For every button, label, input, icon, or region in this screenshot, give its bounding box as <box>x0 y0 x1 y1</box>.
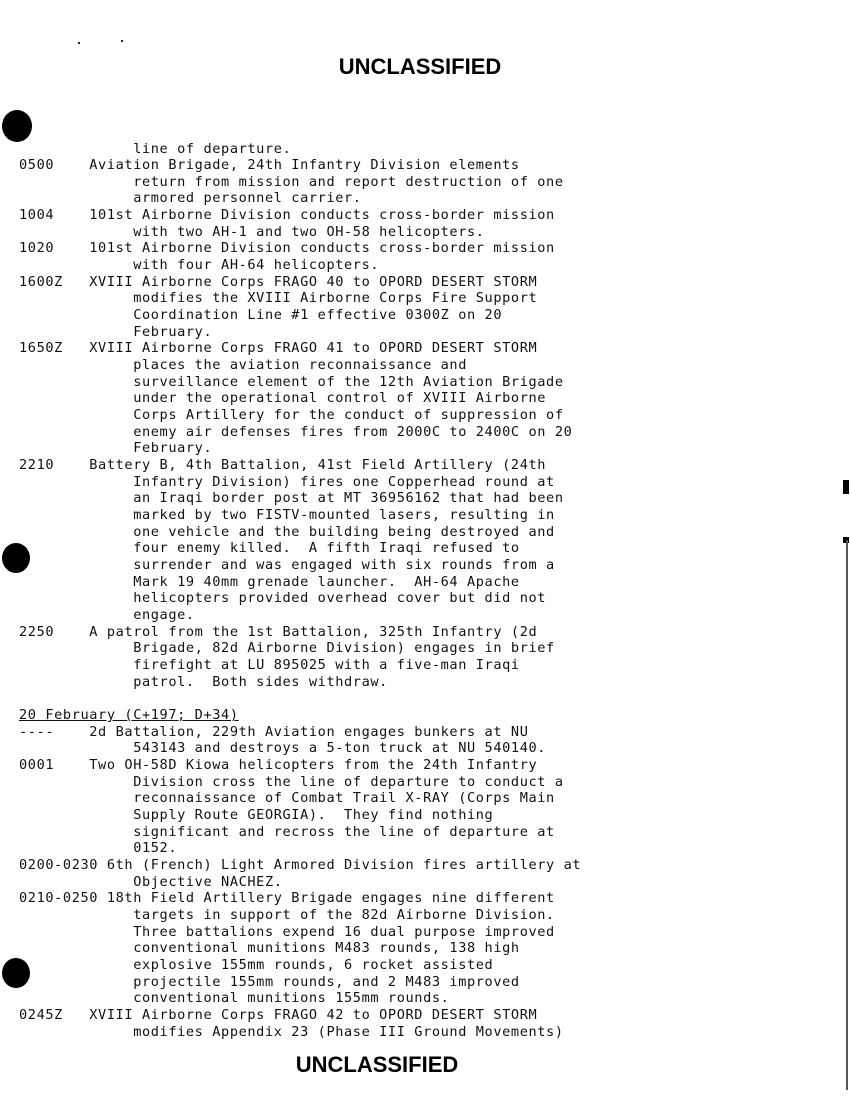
text-line: Infantry Division) fires one Copperhead round at <box>19 474 555 490</box>
punch-hole <box>2 110 32 142</box>
text-line: 1600Z XVIII Airborne Corps FRAGO 40 to OPORD DESERT STORM <box>19 274 538 290</box>
text-line: significant and recross the line of departure at <box>19 824 555 840</box>
text-line: 1020 101st Airborne Division conducts cross-border mission <box>19 240 555 256</box>
text-line: 1650Z XVIII Airborne Corps FRAGO 41 to OPORD DESERT STORM <box>19 340 538 356</box>
text-line: February. <box>19 324 213 340</box>
margin-mark <box>843 480 849 494</box>
scan-speck <box>121 40 123 42</box>
text-line: 0500 Aviation Brigade, 24th Infantry Division elements <box>19 157 520 173</box>
text-line: firefight at LU 895025 with a five-man Iraqi <box>19 657 520 673</box>
scan-speck <box>78 42 80 44</box>
text-line: places the aviation reconnaissance and <box>19 357 467 373</box>
text-line: return from mission and report destruction of one <box>19 174 564 190</box>
text-line: ---- 2d Battalion, 229th Aviation engages bunkers at NU <box>19 724 529 740</box>
text-line: Coordination Line #1 effective 0300Z on 20 <box>19 307 503 323</box>
date-heading: 20 February (C+197; D+34) <box>19 707 239 723</box>
text-line: an Iraqi border post at MT 36956162 that had been <box>19 490 564 506</box>
text-line: surrender and was engaged with six rounds from a <box>19 557 555 573</box>
text-line: targets in support of the 82d Airborne Division. <box>19 907 555 923</box>
text-line: Three battalions expend 16 dual purpose improved <box>19 924 555 940</box>
text-line: Brigade, 82d Airborne Division) engages in brief <box>19 640 555 656</box>
text-line: 0001 Two OH-58D Kiowa helicopters from the 24th Infantry <box>19 757 538 773</box>
text-line: with two AH-1 and two OH-58 helicopters. <box>19 224 485 240</box>
text-line: line of departure. <box>19 141 292 157</box>
text-line: 2210 Battery B, 4th Battalion, 41st Field Artillery (24th <box>19 457 547 473</box>
text-line: Mark 19 40mm grenade launcher. AH-64 Apache <box>19 574 520 590</box>
text-line: Division cross the line of departure to conduct a <box>19 774 564 790</box>
text-line: projectile 155mm rounds, and 2 M483 improved <box>19 974 520 990</box>
text-line: under the operational control of XVIII Airborne <box>19 390 547 406</box>
text-line: with four AH-64 helicopters. <box>19 257 380 273</box>
text-line: modifies the XVIII Airborne Corps Fire Support <box>19 290 538 306</box>
text-line: one vehicle and the building being destroyed and <box>19 524 555 540</box>
text-line: modifies Appendix 23 (Phase III Ground Movements) <box>19 1024 564 1040</box>
text-line: Corps Artillery for the conduct of suppression of <box>19 407 564 423</box>
text-line: Supply Route GEORGIA). They find nothing <box>19 807 494 823</box>
text-line: conventional munitions 155mm rounds. <box>19 990 450 1006</box>
text-line: February. <box>19 440 213 456</box>
text-line: helicopters provided overhead cover but did not <box>19 590 547 606</box>
text-line: conventional munitions M483 rounds, 138 high <box>19 940 520 956</box>
text-line: 0245Z XVIII Airborne Corps FRAGO 42 to OPORD DESERT STORM <box>19 1007 538 1023</box>
text-line: 543143 and destroys a 5-ton truck at NU 540140. <box>19 740 547 756</box>
text-line: reconnaissance of Combat Trail X-RAY (Corps Main <box>19 790 555 806</box>
text-line: engage. <box>19 607 195 623</box>
text-line: 0200-0230 6th (French) Light Armored Division fires artillery at <box>19 857 582 873</box>
page-edge <box>846 540 848 1090</box>
text-line: explosive 155mm rounds, 6 rocket assisted <box>19 957 494 973</box>
text-line: 2250 A patrol from the 1st Battalion, 325th Infantry (2d <box>19 624 538 640</box>
text-line: marked by two FISTV-mounted lasers, resulting in <box>19 507 555 523</box>
text-line: Objective NACHEZ. <box>19 874 283 890</box>
text-line: enemy air defenses fires from 2000C to 2400C on 20 <box>19 424 573 440</box>
text-line: 0152. <box>19 840 178 856</box>
text-line: 1004 101st Airborne Division conducts cross-border mission <box>19 207 555 223</box>
classification-header: UNCLASSIFIED <box>338 54 502 79</box>
text-line: surveillance element of the 12th Aviation Brigade <box>19 374 564 390</box>
classification-footer: UNCLASSIFIED <box>295 1052 459 1077</box>
text-line: patrol. Both sides withdraw. <box>19 674 388 690</box>
text-line: armored personnel carrier. <box>19 190 362 206</box>
text-line: 0210-0250 18th Field Artillery Brigade engages nine different <box>19 890 555 906</box>
text-line: four enemy killed. A fifth Iraqi refused to <box>19 540 520 556</box>
